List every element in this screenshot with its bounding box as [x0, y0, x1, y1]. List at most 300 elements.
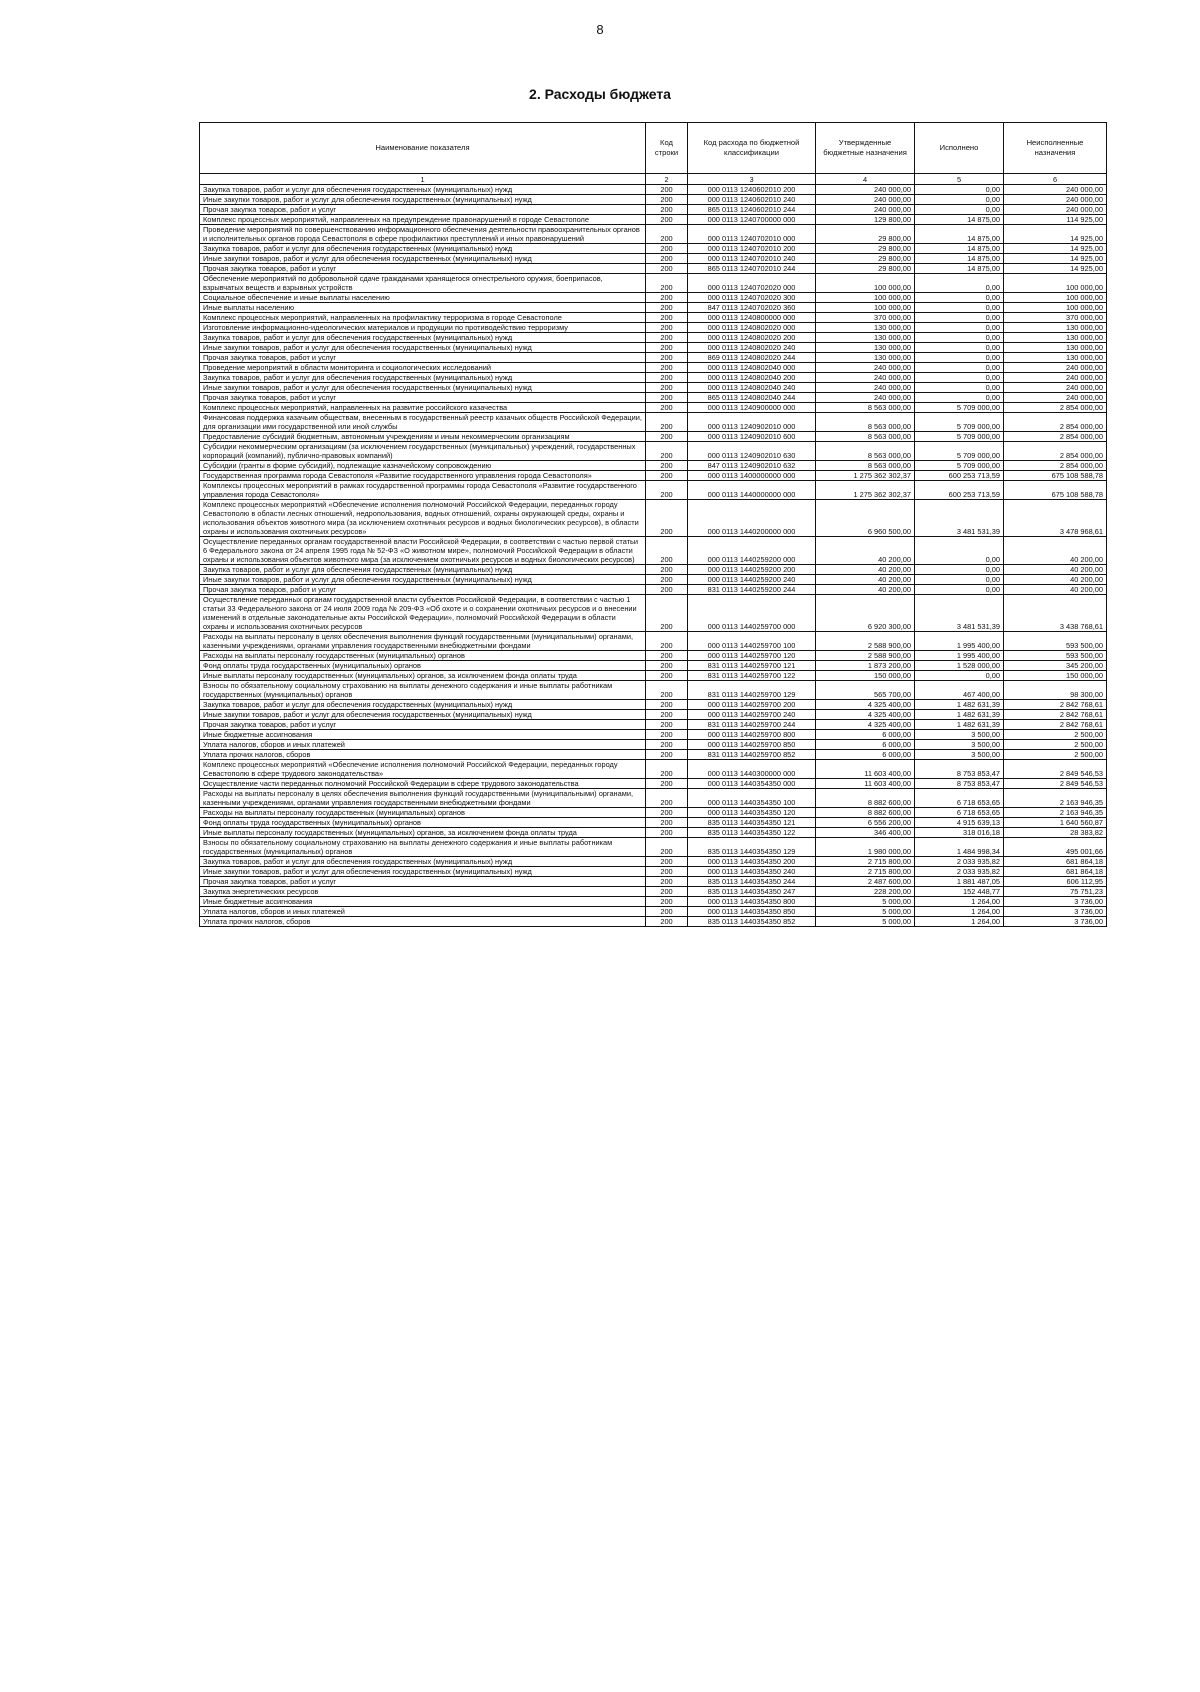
table-header: [200, 123, 1107, 185]
indicator-name-cell: Осуществление части переданных полномочий Российской Федерации в сфере трудового законодательства: [200, 779, 646, 789]
line-code-cell: 200: [646, 720, 688, 730]
table-row: [200, 393, 1107, 403]
approved-amount-cell: 5 000,00: [816, 917, 915, 927]
indicator-name-cell: Расходы на выплаты персоналу государственных (муниципальных) органов: [200, 808, 646, 818]
executed-amount-cell: 0,00: [915, 293, 1004, 303]
indicator-name-cell: Обеспечение мероприятий по добровольной сдаче гражданами хранящегося огнестрельного оружия, боеприпасов, взрывчатых веществ и взрывных устройств: [200, 274, 646, 293]
indicator-name-cell: Прочая закупка товаров, работ и услуг: [200, 393, 646, 403]
indicator-name-cell: Уплата налогов, сборов и иных платежей: [200, 907, 646, 917]
table-row: [200, 244, 1107, 254]
unexecuted-amount-cell: 675 108 588,78: [1004, 481, 1107, 500]
approved-amount-cell: 6 920 300,00: [816, 595, 915, 632]
table-row: [200, 442, 1107, 461]
line-code-cell: 200: [646, 293, 688, 303]
classification-code-cell: 000 0113 1440354350 200: [688, 857, 816, 867]
executed-amount-cell: 1 482 631,39: [915, 700, 1004, 710]
unexecuted-amount-cell: 345 200,00: [1004, 661, 1107, 671]
approved-amount-cell: 29 800,00: [816, 264, 915, 274]
line-code-cell: 200: [646, 808, 688, 818]
table-row: [200, 595, 1107, 632]
executed-amount-cell: 0,00: [915, 565, 1004, 575]
line-code-cell: 200: [646, 857, 688, 867]
executed-amount-cell: 152 448,77: [915, 887, 1004, 897]
executed-amount-cell: 14 875,00: [915, 225, 1004, 244]
table-row: [200, 225, 1107, 244]
line-code-cell: 200: [646, 750, 688, 760]
unexecuted-amount-cell: 40 200,00: [1004, 537, 1107, 565]
line-code-cell: 200: [646, 632, 688, 651]
executed-amount-cell: 0,00: [915, 363, 1004, 373]
line-code-cell: 200: [646, 254, 688, 264]
executed-amount-cell: 3 481 531,39: [915, 500, 1004, 537]
unexecuted-amount-cell: 100 000,00: [1004, 303, 1107, 313]
classification-code-cell: 000 0113 1400000000 000: [688, 471, 816, 481]
classification-code-cell: 865 0113 1240602010 244: [688, 205, 816, 215]
approved-amount-cell: 40 200,00: [816, 565, 915, 575]
unexecuted-amount-cell: 2 500,00: [1004, 730, 1107, 740]
unexecuted-amount-cell: 370 000,00: [1004, 313, 1107, 323]
unexecuted-amount-cell: 2 849 546,53: [1004, 760, 1107, 779]
executed-amount-cell: 0,00: [915, 383, 1004, 393]
line-code-cell: 200: [646, 481, 688, 500]
classification-code-cell: 865 0113 1240702010 244: [688, 264, 816, 274]
classification-code-cell: 835 0113 1440354350 852: [688, 917, 816, 927]
indicator-name-cell: Иные закупки товаров, работ и услуг для обеспечения государственных (муниципальных) нужд: [200, 867, 646, 877]
unexecuted-amount-cell: 3 736,00: [1004, 907, 1107, 917]
line-code-cell: 200: [646, 195, 688, 205]
indicator-name-cell: Комплекс процессных мероприятий, направленных на предупреждение правонарушений в городе Севастополе: [200, 215, 646, 225]
executed-amount-cell: 0,00: [915, 205, 1004, 215]
unexecuted-amount-cell: 40 200,00: [1004, 565, 1107, 575]
table-row: [200, 740, 1107, 750]
header-indicator-name: Наименование показателя: [200, 123, 646, 174]
indicator-name-cell: Проведение мероприятий в области мониторинга и социологических исследований: [200, 363, 646, 373]
line-code-cell: 200: [646, 393, 688, 403]
classification-code-cell: 835 0113 1440354350 247: [688, 887, 816, 897]
classification-code-cell: 000 0113 1240902010 600: [688, 432, 816, 442]
indicator-name-cell: Комплексы процессных мероприятий в рамках государственной программы города Севастополя «Развитие государственного управления города Севастополя»: [200, 481, 646, 500]
indicator-name-cell: Прочая закупка товаров, работ и услуг: [200, 353, 646, 363]
approved-amount-cell: 240 000,00: [816, 393, 915, 403]
indicator-name-cell: Расходы на выплаты персоналу государственных (муниципальных) органов: [200, 651, 646, 661]
line-code-cell: 200: [646, 205, 688, 215]
classification-code-cell: 835 0113 1440354350 244: [688, 877, 816, 887]
approved-amount-cell: 40 200,00: [816, 585, 915, 595]
indicator-name-cell: Закупка товаров, работ и услуг для обеспечения государственных (муниципальных) нужд: [200, 565, 646, 575]
classification-code-cell: 000 0113 1440354350 850: [688, 907, 816, 917]
indicator-name-cell: Прочая закупка товаров, работ и услуг: [200, 264, 646, 274]
indicator-name-cell: Прочая закупка товаров, работ и услуг: [200, 877, 646, 887]
classification-code-cell: 000 0113 1240702010 000: [688, 225, 816, 244]
table-row: [200, 333, 1107, 343]
line-code-cell: 200: [646, 789, 688, 808]
line-code-cell: 200: [646, 651, 688, 661]
unexecuted-amount-cell: 495 001,66: [1004, 838, 1107, 857]
classification-code-cell: 000 0113 1240702010 200: [688, 244, 816, 254]
approved-amount-cell: 4 325 400,00: [816, 710, 915, 720]
line-code-cell: 200: [646, 333, 688, 343]
line-code-cell: 200: [646, 264, 688, 274]
indicator-name-cell: Прочая закупка товаров, работ и услуг: [200, 585, 646, 595]
classification-code-cell: 831 0113 1440259700 852: [688, 750, 816, 760]
page-number: 8: [596, 22, 604, 37]
approved-amount-cell: 240 000,00: [816, 383, 915, 393]
classification-code-cell: 831 0113 1440259700 244: [688, 720, 816, 730]
classification-code-cell: 000 0113 1440259700 240: [688, 710, 816, 720]
header-unexecuted: Неисполненные назначения: [1004, 123, 1107, 174]
indicator-name-cell: Иные выплаты населению: [200, 303, 646, 313]
executed-amount-cell: 0,00: [915, 274, 1004, 293]
unexecuted-amount-cell: 2 163 946,35: [1004, 789, 1107, 808]
approved-amount-cell: 129 800,00: [816, 215, 915, 225]
executed-amount-cell: 0,00: [915, 303, 1004, 313]
executed-amount-cell: 1 482 631,39: [915, 710, 1004, 720]
executed-amount-cell: 467 400,00: [915, 681, 1004, 700]
indicator-name-cell: Закупка товаров, работ и услуг для обеспечения государственных (муниципальных) нужд: [200, 185, 646, 195]
approved-amount-cell: 346 400,00: [816, 828, 915, 838]
classification-code-cell: 847 0113 1240902010 632: [688, 461, 816, 471]
line-code-cell: 200: [646, 907, 688, 917]
indicator-name-cell: Расходы на выплаты персоналу в целях обеспечения выполнения функций государственными (муниципальными) органами, казенными учреждениями, органами управления государственными внебюджетными фондами: [200, 632, 646, 651]
table-row: [200, 274, 1107, 293]
approved-amount-cell: 8 563 000,00: [816, 403, 915, 413]
table-row: [200, 700, 1107, 710]
indicator-name-cell: Комплекс процессных мероприятий, направленных на профилактику терроризма в городе Севастополе: [200, 313, 646, 323]
line-code-cell: 200: [646, 760, 688, 779]
approved-amount-cell: 8 563 000,00: [816, 413, 915, 432]
unexecuted-amount-cell: 1 640 560,87: [1004, 818, 1107, 828]
classification-code-cell: 000 0113 1240702020 300: [688, 293, 816, 303]
indicator-name-cell: Уплата прочих налогов, сборов: [200, 917, 646, 927]
approved-amount-cell: 4 325 400,00: [816, 720, 915, 730]
executed-amount-cell: 14 875,00: [915, 254, 1004, 264]
classification-code-cell: 835 0113 1440354350 121: [688, 818, 816, 828]
approved-amount-cell: 130 000,00: [816, 323, 915, 333]
executed-amount-cell: 3 500,00: [915, 740, 1004, 750]
unexecuted-amount-cell: 2 849 546,53: [1004, 779, 1107, 789]
line-code-cell: 200: [646, 710, 688, 720]
executed-amount-cell: 0,00: [915, 195, 1004, 205]
line-code-cell: 200: [646, 595, 688, 632]
indicator-name-cell: Изготовление информационно-идеологических материалов и продукции по противодействию терроризму: [200, 323, 646, 333]
classification-code-cell: 865 0113 1240802040 244: [688, 393, 816, 403]
line-code-cell: 200: [646, 740, 688, 750]
line-code-cell: 200: [646, 828, 688, 838]
line-code-cell: 200: [646, 565, 688, 575]
unexecuted-amount-cell: 28 383,82: [1004, 828, 1107, 838]
indicator-name-cell: Иные закупки товаров, работ и услуг для обеспечения государственных (муниципальных) нужд: [200, 254, 646, 264]
line-code-cell: 200: [646, 671, 688, 681]
unexecuted-amount-cell: 2 842 768,61: [1004, 720, 1107, 730]
unexecuted-amount-cell: 606 112,95: [1004, 877, 1107, 887]
executed-amount-cell: 3 500,00: [915, 730, 1004, 740]
table-row: [200, 585, 1107, 595]
indicator-name-cell: Взносы по обязательному социальному страхованию на выплаты денежного содержания и иные выплаты работникам государственных (муниципальных) органов: [200, 681, 646, 700]
indicator-name-cell: Субсидии (гранты в форме субсидий), подлежащие казначейскому сопровождению: [200, 461, 646, 471]
line-code-cell: 200: [646, 471, 688, 481]
executed-amount-cell: 1 264,00: [915, 917, 1004, 927]
executed-amount-cell: 14 875,00: [915, 215, 1004, 225]
approved-amount-cell: 8 563 000,00: [816, 461, 915, 471]
executed-amount-cell: 0,00: [915, 575, 1004, 585]
line-code-cell: 200: [646, 681, 688, 700]
line-code-cell: 200: [646, 323, 688, 333]
executed-amount-cell: 318 016,18: [915, 828, 1004, 838]
approved-amount-cell: 130 000,00: [816, 353, 915, 363]
approved-amount-cell: 11 603 400,00: [816, 779, 915, 789]
line-code-cell: 200: [646, 185, 688, 195]
indicator-name-cell: Иные закупки товаров, работ и услуг для обеспечения государственных (муниципальных) нужд: [200, 195, 646, 205]
approved-amount-cell: 5 000,00: [816, 907, 915, 917]
indicator-name-cell: Иные закупки товаров, работ и услуг для обеспечения государственных (муниципальных) нужд: [200, 383, 646, 393]
executed-amount-cell: 5 709 000,00: [915, 461, 1004, 471]
unexecuted-amount-cell: 3 736,00: [1004, 897, 1107, 907]
unexecuted-amount-cell: 40 200,00: [1004, 585, 1107, 595]
classification-code-cell: 831 0113 1440259700 129: [688, 681, 816, 700]
unexecuted-amount-cell: 3 478 968,61: [1004, 500, 1107, 537]
unexecuted-amount-cell: 14 925,00: [1004, 244, 1107, 254]
table-row: [200, 661, 1107, 671]
classification-code-cell: 000 0113 1240702010 240: [688, 254, 816, 264]
table-row: [200, 293, 1107, 303]
line-code-cell: 200: [646, 313, 688, 323]
line-code-cell: 200: [646, 877, 688, 887]
column-number: 5: [915, 174, 1004, 185]
indicator-name-cell: Субсидии некоммерческим организациям (за исключением государственных (муниципальных) учреждений, государственных корпораций (компаний), публично-правовых компаний): [200, 442, 646, 461]
indicator-name-cell: Иные закупки товаров, работ и услуг для обеспечения государственных (муниципальных) нужд: [200, 575, 646, 585]
executed-amount-cell: 0,00: [915, 343, 1004, 353]
approved-amount-cell: 100 000,00: [816, 303, 915, 313]
unexecuted-amount-cell: 130 000,00: [1004, 353, 1107, 363]
approved-amount-cell: 8 882 600,00: [816, 808, 915, 818]
classification-code-cell: 000 0113 1240902010 000: [688, 413, 816, 432]
table-row: [200, 808, 1107, 818]
indicator-name-cell: Расходы на выплаты персоналу в целях обеспечения выполнения функций государственными (муниципальными) органами, казенными учреждениями, органами управления государственными внебюджетными фондами: [200, 789, 646, 808]
approved-amount-cell: 2 588 900,00: [816, 632, 915, 651]
unexecuted-amount-cell: 14 925,00: [1004, 264, 1107, 274]
classification-code-cell: 000 0113 1240802020 200: [688, 333, 816, 343]
indicator-name-cell: Государственная программа города Севастополя «Развитие государственного управления города Севастополя»: [200, 471, 646, 481]
unexecuted-amount-cell: 675 108 588,78: [1004, 471, 1107, 481]
unexecuted-amount-cell: 114 925,00: [1004, 215, 1107, 225]
executed-amount-cell: 3 500,00: [915, 750, 1004, 760]
classification-code-cell: 000 0113 1440259200 240: [688, 575, 816, 585]
approved-amount-cell: 6 000,00: [816, 730, 915, 740]
unexecuted-amount-cell: 2 854 000,00: [1004, 442, 1107, 461]
table-row: [200, 353, 1107, 363]
table-row: [200, 413, 1107, 432]
approved-amount-cell: 29 800,00: [816, 254, 915, 264]
table-row: [200, 215, 1107, 225]
indicator-name-cell: Прочая закупка товаров, работ и услуг: [200, 205, 646, 215]
indicator-name-cell: Иные бюджетные ассигнования: [200, 730, 646, 740]
approved-amount-cell: 11 603 400,00: [816, 760, 915, 779]
table-row: [200, 185, 1107, 195]
classification-code-cell: 000 0113 1240900000 000: [688, 403, 816, 413]
approved-amount-cell: 100 000,00: [816, 293, 915, 303]
line-code-cell: 200: [646, 500, 688, 537]
table-row: [200, 323, 1107, 333]
classification-code-cell: 000 0113 1440259700 000: [688, 595, 816, 632]
unexecuted-amount-cell: 130 000,00: [1004, 323, 1107, 333]
unexecuted-amount-cell: 150 000,00: [1004, 671, 1107, 681]
line-code-cell: 200: [646, 225, 688, 244]
indicator-name-cell: Проведение мероприятий по совершенствованию информационного обеспечения деятельности правоохранительных органов и исполнительных органов города Севастополя в сфере профилактики преступлений и иных правонарушений: [200, 225, 646, 244]
approved-amount-cell: 4 325 400,00: [816, 700, 915, 710]
table-row: [200, 838, 1107, 857]
classification-code-cell: 000 0113 1440354350 000: [688, 779, 816, 789]
indicator-name-cell: Иные бюджетные ассигнования: [200, 897, 646, 907]
executed-amount-cell: 6 718 653,65: [915, 808, 1004, 818]
line-code-cell: 200: [646, 730, 688, 740]
table-row: [200, 343, 1107, 353]
approved-amount-cell: 240 000,00: [816, 195, 915, 205]
classification-code-cell: 847 0113 1240702020 360: [688, 303, 816, 313]
unexecuted-amount-cell: 2 854 000,00: [1004, 432, 1107, 442]
executed-amount-cell: 0,00: [915, 585, 1004, 595]
unexecuted-amount-cell: 3 736,00: [1004, 917, 1107, 927]
unexecuted-amount-cell: 240 000,00: [1004, 195, 1107, 205]
executed-amount-cell: 1 528 000,00: [915, 661, 1004, 671]
header-approved: Утвержденные бюджетные назначения: [816, 123, 915, 174]
classification-code-cell: 000 0113 1440354350 800: [688, 897, 816, 907]
unexecuted-amount-cell: 2 854 000,00: [1004, 403, 1107, 413]
line-code-cell: 200: [646, 373, 688, 383]
approved-amount-cell: 6 000,00: [816, 740, 915, 750]
classification-code-cell: 000 0113 1440259200 000: [688, 537, 816, 565]
executed-amount-cell: 0,00: [915, 537, 1004, 565]
classification-code-cell: 000 0113 1240802040 200: [688, 373, 816, 383]
indicator-name-cell: Закупка энергетических ресурсов: [200, 887, 646, 897]
line-code-cell: 200: [646, 700, 688, 710]
executed-amount-cell: 5 709 000,00: [915, 403, 1004, 413]
classification-code-cell: 000 0113 1440259200 200: [688, 565, 816, 575]
unexecuted-amount-cell: 681 864,18: [1004, 857, 1107, 867]
classification-code-cell: 000 0113 1240702020 000: [688, 274, 816, 293]
classification-code-cell: 000 0113 1240802040 240: [688, 383, 816, 393]
line-code-cell: 200: [646, 818, 688, 828]
executed-amount-cell: 1 264,00: [915, 897, 1004, 907]
table-row: [200, 917, 1107, 927]
unexecuted-amount-cell: 240 000,00: [1004, 373, 1107, 383]
executed-amount-cell: 0,00: [915, 671, 1004, 681]
indicator-name-cell: Прочая закупка товаров, работ и услуг: [200, 720, 646, 730]
executed-amount-cell: 0,00: [915, 333, 1004, 343]
indicator-name-cell: Уплата прочих налогов, сборов: [200, 750, 646, 760]
approved-amount-cell: 1 275 362 302,37: [816, 481, 915, 500]
approved-amount-cell: 100 000,00: [816, 274, 915, 293]
classification-code-cell: 000 0113 1440200000 000: [688, 500, 816, 537]
classification-code-cell: 000 0113 1440300000 000: [688, 760, 816, 779]
approved-amount-cell: 5 000,00: [816, 897, 915, 907]
approved-amount-cell: 2 715 800,00: [816, 867, 915, 877]
executed-amount-cell: 600 253 713,59: [915, 471, 1004, 481]
classification-code-cell: 000 0113 1240802040 000: [688, 363, 816, 373]
classification-code-cell: 000 0113 1440259700 200: [688, 700, 816, 710]
table-row: [200, 432, 1107, 442]
unexecuted-amount-cell: 75 751,23: [1004, 887, 1107, 897]
executed-amount-cell: 5 709 000,00: [915, 442, 1004, 461]
executed-amount-cell: 4 915 639,13: [915, 818, 1004, 828]
column-number: 4: [816, 174, 915, 185]
line-code-cell: 200: [646, 403, 688, 413]
table-row: [200, 760, 1107, 779]
unexecuted-amount-cell: 3 438 768,61: [1004, 595, 1107, 632]
approved-amount-cell: 29 800,00: [816, 225, 915, 244]
classification-code-cell: 000 0113 1440259700 800: [688, 730, 816, 740]
approved-amount-cell: 130 000,00: [816, 343, 915, 353]
line-code-cell: 200: [646, 432, 688, 442]
approved-amount-cell: 240 000,00: [816, 205, 915, 215]
classification-code-cell: 000 0113 1240800000 000: [688, 313, 816, 323]
line-code-cell: 200: [646, 274, 688, 293]
unexecuted-amount-cell: 240 000,00: [1004, 185, 1107, 195]
line-code-cell: 200: [646, 343, 688, 353]
table-row: [200, 720, 1107, 730]
approved-amount-cell: 370 000,00: [816, 313, 915, 323]
approved-amount-cell: 8 563 000,00: [816, 442, 915, 461]
line-code-cell: 200: [646, 363, 688, 373]
approved-amount-cell: 565 700,00: [816, 681, 915, 700]
column-number-row: [200, 174, 1107, 185]
table-row: [200, 887, 1107, 897]
indicator-name-cell: Фонд оплаты труда государственных (муниципальных) органов: [200, 661, 646, 671]
approved-amount-cell: 1 873 200,00: [816, 661, 915, 671]
table-row: [200, 779, 1107, 789]
table-row: [200, 537, 1107, 565]
executed-amount-cell: 600 253 713,59: [915, 481, 1004, 500]
executed-amount-cell: 1 881 487,05: [915, 877, 1004, 887]
classification-code-cell: 000 0113 1240700000 000: [688, 215, 816, 225]
unexecuted-amount-cell: 593 500,00: [1004, 632, 1107, 651]
table-row: [200, 907, 1107, 917]
header-line-code: Код строки: [646, 123, 688, 174]
unexecuted-amount-cell: 2 500,00: [1004, 740, 1107, 750]
approved-amount-cell: 228 200,00: [816, 887, 915, 897]
classification-code-cell: 869 0113 1240802020 244: [688, 353, 816, 363]
approved-amount-cell: 240 000,00: [816, 363, 915, 373]
table-row: [200, 471, 1107, 481]
header-budget-classification-code: Код расхода по бюджетной классификации: [688, 123, 816, 174]
unexecuted-amount-cell: 98 300,00: [1004, 681, 1107, 700]
indicator-name-cell: Закупка товаров, работ и услуг для обеспечения государственных (муниципальных) нужд: [200, 333, 646, 343]
executed-amount-cell: 8 753 853,47: [915, 779, 1004, 789]
table-row: [200, 481, 1107, 500]
classification-code-cell: 831 0113 1440259700 121: [688, 661, 816, 671]
expenditure-table: [199, 122, 1107, 927]
executed-amount-cell: 1 264,00: [915, 907, 1004, 917]
indicator-name-cell: Иные выплаты персоналу государственных (муниципальных) органов, за исключением фонда оплаты труда: [200, 671, 646, 681]
unexecuted-amount-cell: 2 500,00: [1004, 750, 1107, 760]
unexecuted-amount-cell: 2 163 946,35: [1004, 808, 1107, 818]
unexecuted-amount-cell: 40 200,00: [1004, 575, 1107, 585]
executed-amount-cell: 2 033 935,82: [915, 867, 1004, 877]
approved-amount-cell: 2 715 800,00: [816, 857, 915, 867]
approved-amount-cell: 8 563 000,00: [816, 432, 915, 442]
table-row: [200, 632, 1107, 651]
table-row: [200, 857, 1107, 867]
indicator-name-cell: Закупка товаров, работ и услуг для обеспечения государственных (муниципальных) нужд: [200, 244, 646, 254]
classification-code-cell: 000 0113 1440000000 000: [688, 481, 816, 500]
table-row: [200, 575, 1107, 585]
indicator-name-cell: Фонд оплаты труда государственных (муниципальных) органов: [200, 818, 646, 828]
indicator-name-cell: Комплекс процессных мероприятий, направленных на развитие российского казачества: [200, 403, 646, 413]
indicator-name-cell: Комплекс процессных мероприятий «Обеспечение исполнения полномочий Российской Федерации, переданных городу Севастополю в области лесных отношений, недропользования, водных отношений, охраны окружающей среды, охраны и использования объектов животного мира (за исключением охотничьих ресурсов и водных биологических ресурсов), в области охраны и использования охотничьих ресурсов»: [200, 500, 646, 537]
approved-amount-cell: 240 000,00: [816, 185, 915, 195]
table-body: [200, 185, 1107, 927]
table-row: [200, 877, 1107, 887]
approved-amount-cell: 40 200,00: [816, 537, 915, 565]
